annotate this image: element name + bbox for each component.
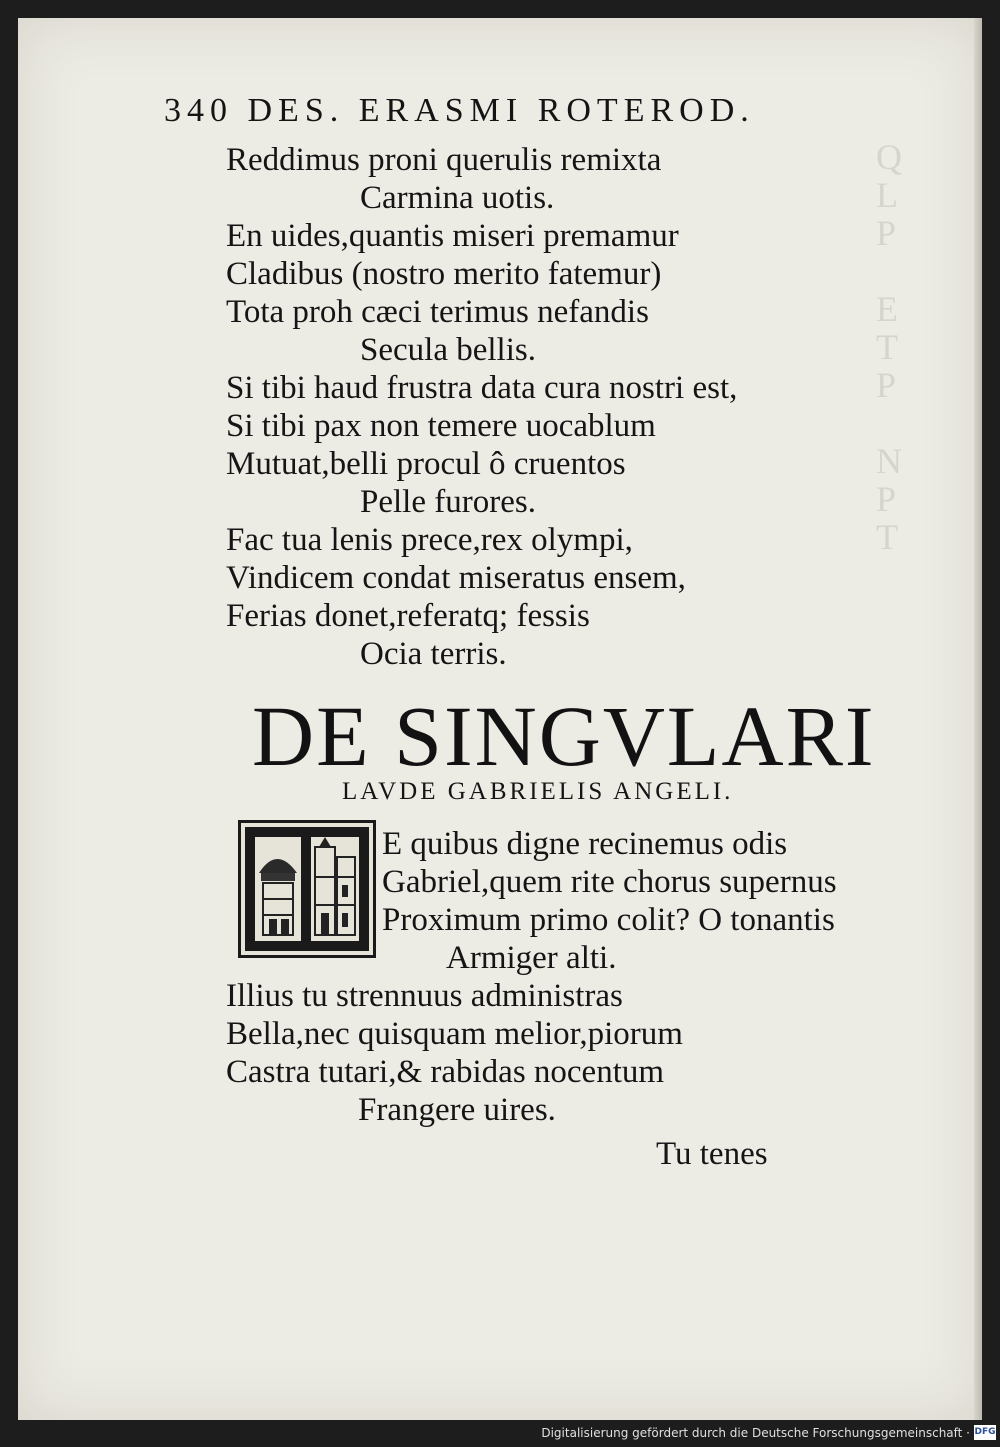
verse-line: Bella,nec quisquam melior,piorum	[226, 1016, 683, 1052]
woodcut-initial	[238, 820, 376, 958]
verse-line: Si tibi haud frustra data cura nostri est,	[226, 370, 738, 406]
verse-line: Tota proh cæci terimus nefandis	[226, 294, 649, 330]
verse-line: E quibus digne recinemus odis	[382, 826, 788, 862]
verse-line: Ocia terris.	[360, 636, 507, 672]
verse-line: Mutuat,belli procul ô cruentos	[226, 446, 626, 482]
footer-bar	[0, 1420, 1000, 1447]
dfg-logo-icon: DFG	[974, 1425, 996, 1440]
verse-line: Secula bellis.	[360, 332, 536, 368]
verse-line: Ferias donet,referatq; fessis	[226, 598, 590, 634]
verse-line: Gabriel,quem rite chorus supernus	[382, 864, 837, 900]
running-head: 340 DES. ERASMI ROTEROD.	[164, 92, 755, 129]
verse-line: Armiger alti.	[446, 940, 617, 976]
verse-line: En uides,quantis miseri premamur	[226, 218, 679, 254]
verse-line: Fac tua lenis prece,rex olympi,	[226, 522, 633, 558]
verse-line: Si tibi pax non temere uocablum	[226, 408, 656, 444]
verse-line: Proximum primo colit? O tonantis	[382, 902, 835, 938]
catchword: Tu tenes	[656, 1136, 768, 1172]
woodcut-initial-illustration	[241, 823, 373, 955]
verse-line: Carmina uotis.	[360, 180, 555, 216]
book-page	[18, 18, 982, 1420]
verse-line: Pelle furores.	[360, 484, 536, 520]
section-heading: DE SINGVLARI	[252, 688, 876, 784]
verse-line: Castra tutari,& rabidas nocentum	[226, 1054, 665, 1090]
verse-line: Vindicem condat miseratus ensem,	[226, 560, 686, 596]
verse-line: Illius tu strennuus administras	[226, 978, 623, 1014]
page-edge	[974, 18, 982, 1420]
verse-line: Cladibus (nostro merito fatemur)	[226, 256, 662, 292]
show-through-texture: Q L P E T P N P T	[876, 137, 902, 557]
verse-line: Reddimus proni querulis remixta	[226, 142, 662, 178]
section-subheading: LAVDE GABRIELIS ANGELI.	[342, 778, 734, 805]
verse-line: Frangere uires.	[358, 1092, 556, 1128]
footer-credit: Digitalisierung gefördert durch die Deutsche Forschungsgemeinschaft ·	[541, 1426, 970, 1440]
